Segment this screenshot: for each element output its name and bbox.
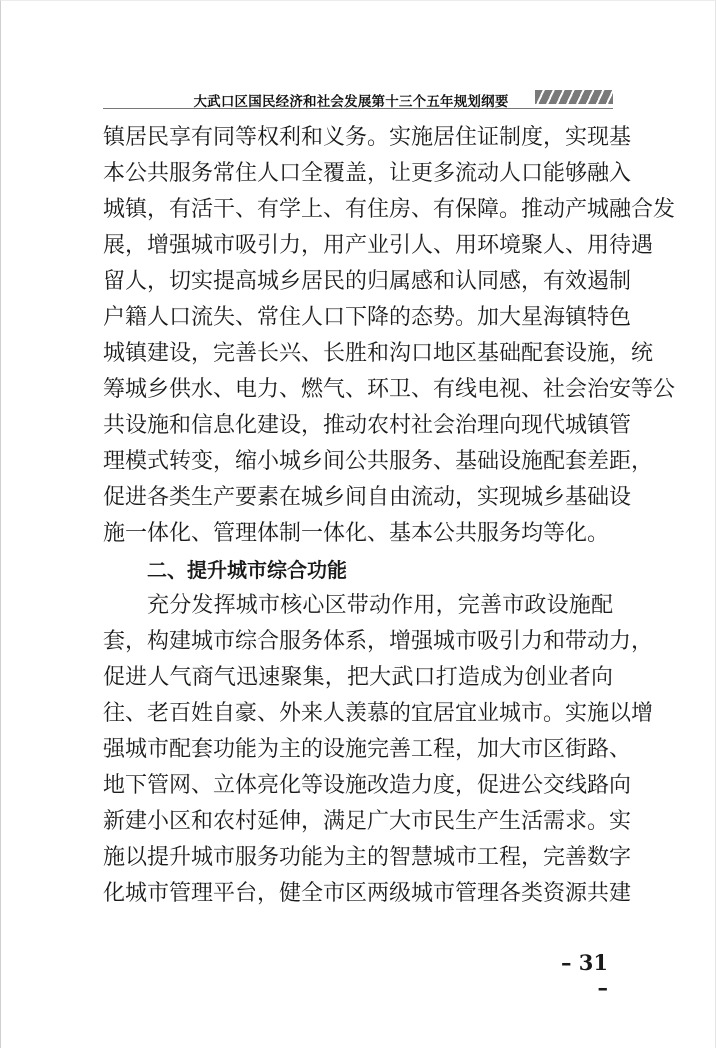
- text-line: 本公共服务常住人口全覆盖，让更多流动人口能够融入: [103, 161, 632, 186]
- text-line: 促进各类生产要素在城乡间自由流动，实现城乡基础设: [103, 485, 632, 510]
- text-line: 展，增强城市吸引力，用产业引人、用环境聚人、用待遇: [103, 233, 654, 258]
- paragraph: [103, 588, 654, 912]
- text-line: 施一体化、管理体制一体化、基本公共服务均等化。: [103, 521, 610, 546]
- text-line: 城镇，有活干、有学上、有住房、有保障。推动产城融合发: [103, 197, 676, 222]
- text-line: 留人，切实提高城乡居民的归属感和认同感，有效遏制: [103, 269, 632, 294]
- text-line: 强城市配套功能为主的设施完善工程，加大市区街路、: [103, 737, 632, 762]
- text-line: 筹城乡供水、电力、燃气、环卫、有线电视、社会治安等公: [103, 377, 676, 402]
- running-header: [103, 88, 610, 110]
- text-line: 共设施和信息化建设，推动农村社会治理向现代城镇管: [103, 413, 632, 438]
- page-number: – 31 –: [560, 950, 608, 1000]
- text-line: 新建小区和农村延伸，满足广大市民生产生活需求。实: [103, 809, 632, 834]
- text-line: 理模式转变，缩小城乡间公共服务、基础设施配套差距，: [103, 449, 654, 474]
- text-line: 城镇建设，完善长兴、长胜和沟口地区基础配套设施，统: [103, 341, 654, 366]
- text-line: 充分发挥城市核心区带动作用，完善市政设施配: [147, 593, 613, 618]
- text-line: 施以提升城市服务功能为主的智慧城市工程，完善数字: [103, 845, 632, 870]
- paragraph: [103, 120, 676, 552]
- header-title: 大武口区国民经济和社会发展第十三个五年规划纲要: [193, 94, 509, 110]
- text-line: 镇居民享有同等权利和义务。实施居住证制度，实现基: [103, 125, 632, 150]
- section-heading: 二、提升城市综合功能: [147, 558, 347, 582]
- text-line: 套，构建城市综合服务体系，增强城市吸引力和带动力，: [103, 629, 654, 654]
- header-rule: [103, 108, 613, 109]
- header-decorative-bar: [535, 90, 613, 104]
- text-line: 户籍人口流失、常住人口下降的态势。加大星海镇特色: [103, 305, 632, 330]
- text-line: 促进人气商气迅速聚集，把大武口打造成为创业者向: [103, 665, 613, 690]
- text-line: 地下管网、立体亮化等设施改造力度，促进公交线路向: [103, 773, 632, 798]
- text-line: 往、老百姓自豪、外来人羡慕的宜居宜业城市。实施以增: [103, 701, 654, 726]
- text-line: 化城市管理平台，健全市区两级城市管理各类资源共建: [103, 881, 632, 906]
- body-text: [103, 120, 676, 912]
